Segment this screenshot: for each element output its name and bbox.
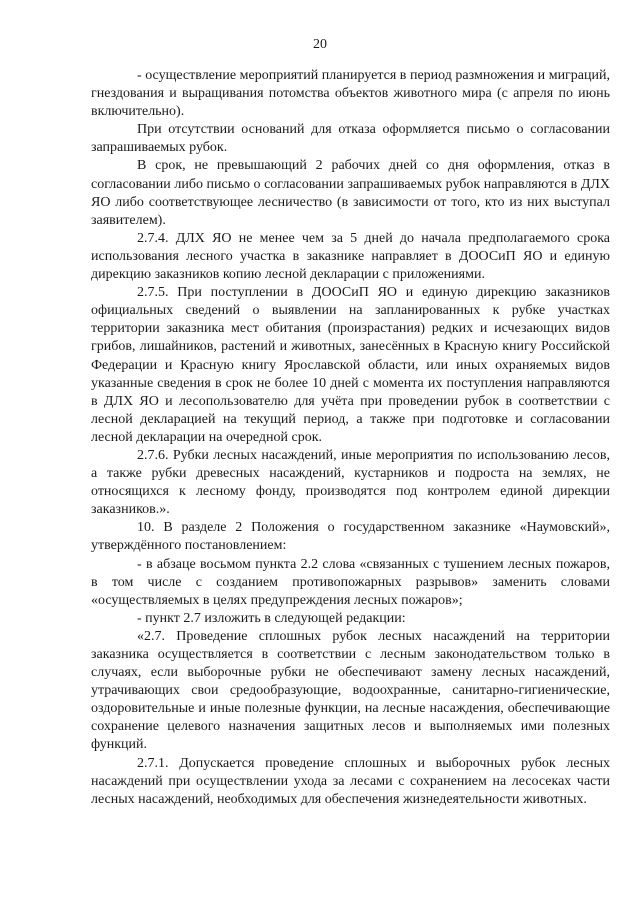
paragraph-response-deadline: В срок, не превышающий 2 рабочих дней со дня оформления, отказ в согласовании либо письмо о согласовании запрашиваемых рубок направляются в ДЛХ ЯО либо соответствующее лесничество (в зависимости от того, кто из них выступал заявителем). bbox=[91, 158, 610, 228]
page-number: 20 bbox=[313, 37, 327, 52]
paragraph-2-7-4: 2.7.4. ДЛХ ЯО не менее чем за 5 дней до начала предполагаемого срока использования лесного участка в заказнике направляет в ДООСиП ЯО и единую дирекцию заказников копию лесной декларации с приложениями. bbox=[91, 230, 610, 283]
document-body bbox=[91, 67, 610, 809]
paragraph-2-7-5: 2.7.5. При поступлении в ДООСиП ЯО и единую дирекцию заказников официальных сведений о выявлении на запланированных к рубке участках территории заказника мест обитания (произрастания) редких и исчезающих видов грибов, лишайников, растений и животных, занесённых в Красную книгу Российской Федерации и Красную книгу Ярославской области, или иных охраняемых видов указанные сведения в срок не более 10 дней с момента их поступления направляются в ДЛХ ЯО и лесопользователю для учёта при проведении рубок в соответствии с лесной декларацией на текущий период, а также при подготовке и согласовании лесной декларации на очередной срок. bbox=[91, 285, 610, 445]
paragraph-item-10: 10. В разделе 2 Положения о государственном заказнике «Наумовский», утверждённого постановлением: bbox=[91, 520, 610, 554]
paragraph-breeding-period: - осуществление мероприятий планируется в период размножения и миграций, гнездования и выращивания потомства объектов животного мира (с апреля по июнь включительно). bbox=[91, 68, 610, 120]
paragraph-2-7-6: 2.7.6. Рубки лесных насаждений, иные мероприятия по использованию лесов, а также рубки древесных насаждений, кустарников и подроста на землях, не относящихся к лесному фонду, производятся под контролем единой дирекции заказников.». bbox=[91, 447, 610, 518]
paragraph-new-2-7: «2.7. Проведение сплошных рубок лесных насаждений на территории заказника осуществляется в соответствии с лесным законодательством только в случаях, если выборочные рубки не обеспечивают замену лесных насаждений, утрачивающих свои средообразующие, водоохранные, санитарно-гигиенические, оздоровительные и иные полезные функции, на лесные насаждения, обеспечивающие сохранение целевого назначения защитных лесов и выполняемых ими полезных функций. bbox=[91, 628, 610, 753]
paragraph-amend-2-2: - в абзаце восьмом пункта 2.2 слова «связанных с тушением лесных пожаров, в том числе с созданием противопожарных разрывов» заменить словами «осуществляемых в целях предупреждения лесных пожаров»; bbox=[91, 556, 610, 608]
paragraph-approval-letter: При отсутствии оснований для отказа оформляется письмо о согласовании запрашиваемых рубок. bbox=[91, 122, 610, 156]
paragraph-new-2-7-1: 2.7.1. Допускается проведение сплошных и выборочных рубок лесных насаждений при осуществлении ухода за лесами с сохранением на лесосеках части лесных насаждений, необходимых для обеспечения жизнедеятельности животных. bbox=[91, 755, 610, 807]
paragraph-amend-2-7: - пункт 2.7 изложить в следующей редакции: bbox=[137, 610, 406, 626]
